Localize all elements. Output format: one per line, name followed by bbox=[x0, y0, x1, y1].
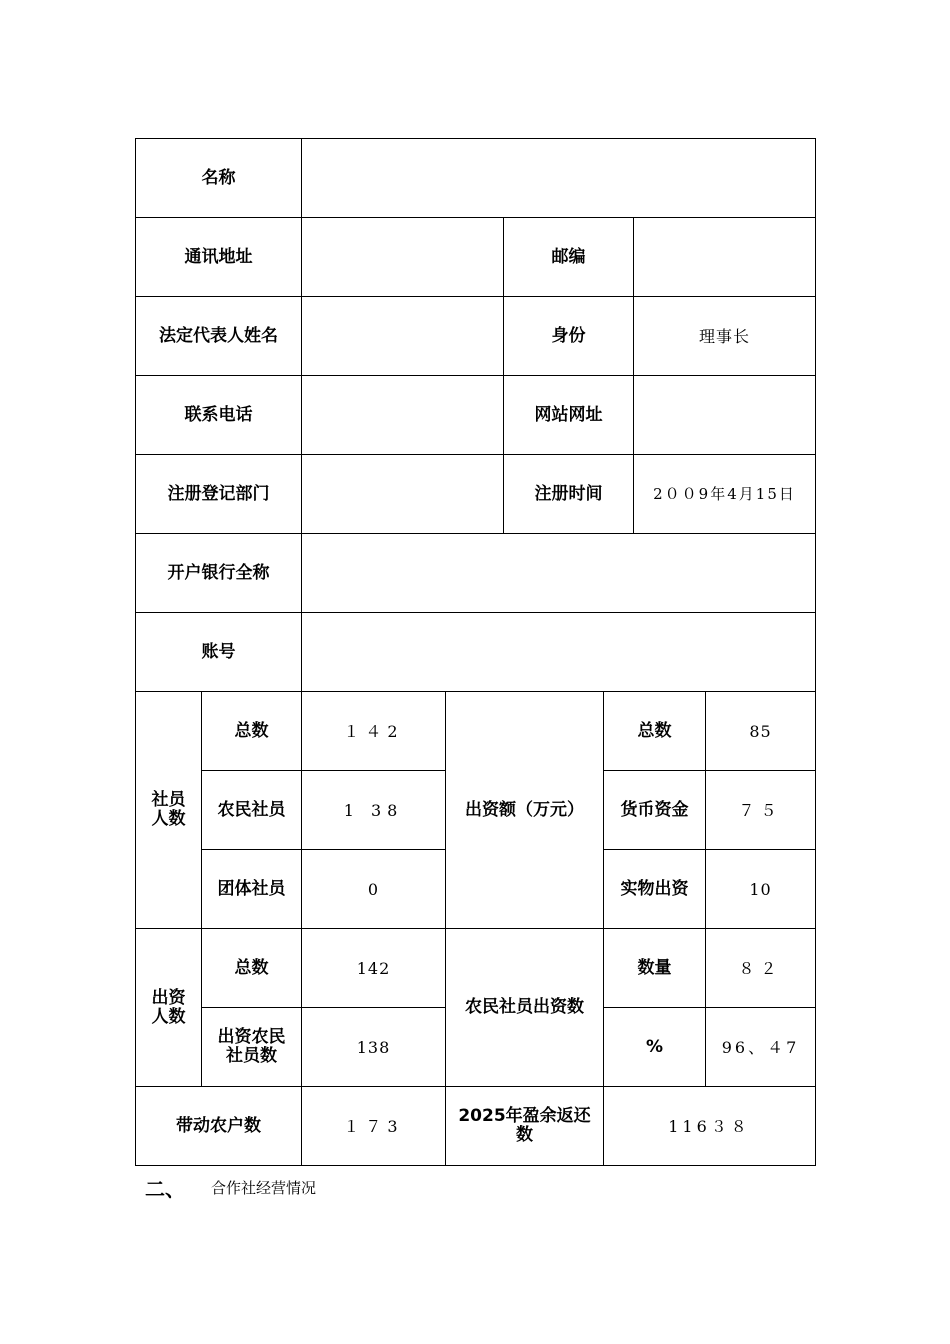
currency-capital-value: ７５ bbox=[706, 771, 816, 850]
members-total-value: １４2 bbox=[302, 692, 446, 771]
bank-value bbox=[302, 534, 816, 613]
farmer-capital-label: 农民社员出资数 bbox=[446, 929, 604, 1087]
name-value bbox=[302, 139, 816, 218]
farmer-investors-value: 138 bbox=[302, 1008, 446, 1087]
percent-value: 96、４7 bbox=[706, 1008, 816, 1087]
investors-group-label: 出资人数 bbox=[136, 929, 202, 1087]
bank-label: 开户银行全称 bbox=[136, 534, 302, 613]
section-heading bbox=[145, 1175, 316, 1199]
group-members-label: 团体社员 bbox=[202, 850, 302, 929]
reg-dept-label: 注册登记部门 bbox=[136, 455, 302, 534]
members-total-label: 总数 bbox=[202, 692, 302, 771]
surplus-label: 2025年盈余返还数 bbox=[446, 1087, 604, 1166]
reg-time-label: 注册时间 bbox=[504, 455, 634, 534]
section-number: 二、 bbox=[145, 1176, 185, 1201]
phone-label: 联系电话 bbox=[136, 376, 302, 455]
percent-label: % bbox=[604, 1008, 706, 1087]
postcode-label: 邮编 bbox=[504, 218, 634, 297]
website-value bbox=[634, 376, 816, 455]
account-value bbox=[302, 613, 816, 692]
account-label: 账号 bbox=[136, 613, 302, 692]
members-group-label: 社员人数 bbox=[136, 692, 202, 929]
households-value: １７3 bbox=[302, 1087, 446, 1166]
households-label: 带动农户数 bbox=[136, 1087, 302, 1166]
quantity-value: ８２ bbox=[706, 929, 816, 1008]
identity-label: 身份 bbox=[504, 297, 634, 376]
physical-capital-value: 10 bbox=[706, 850, 816, 929]
postcode-value bbox=[634, 218, 816, 297]
farmer-investors-label: 出资农民社员数 bbox=[202, 1008, 302, 1087]
reg-dept-value bbox=[302, 455, 504, 534]
legal-rep-label: 法定代表人姓名 bbox=[136, 297, 302, 376]
name-label: 名称 bbox=[136, 139, 302, 218]
address-label: 通讯地址 bbox=[136, 218, 302, 297]
capital-label: 出资额（万元） bbox=[446, 692, 604, 929]
surplus-value: 116３８ bbox=[604, 1087, 816, 1166]
section-title: 合作社经营情况 bbox=[211, 1178, 317, 1197]
identity-value: 理事长 bbox=[634, 297, 816, 376]
group-members-value: 0 bbox=[302, 850, 446, 929]
currency-capital-label: 货币资金 bbox=[604, 771, 706, 850]
investors-total-value: 142 bbox=[302, 929, 446, 1008]
reg-time-value: 2００9年4月15日 bbox=[634, 455, 816, 534]
phone-value bbox=[302, 376, 504, 455]
physical-capital-label: 实物出资 bbox=[604, 850, 706, 929]
farmer-members-value: 1 38 bbox=[302, 771, 446, 850]
website-label: 网站网址 bbox=[504, 376, 634, 455]
legal-rep-value bbox=[302, 297, 504, 376]
farmer-members-label: 农民社员 bbox=[202, 771, 302, 850]
quantity-label: 数量 bbox=[604, 929, 706, 1008]
capital-total-value: 85 bbox=[706, 692, 816, 771]
capital-total-label: 总数 bbox=[604, 692, 706, 771]
cooperative-info-table bbox=[135, 138, 816, 1166]
address-value bbox=[302, 218, 504, 297]
investors-total-label: 总数 bbox=[202, 929, 302, 1008]
